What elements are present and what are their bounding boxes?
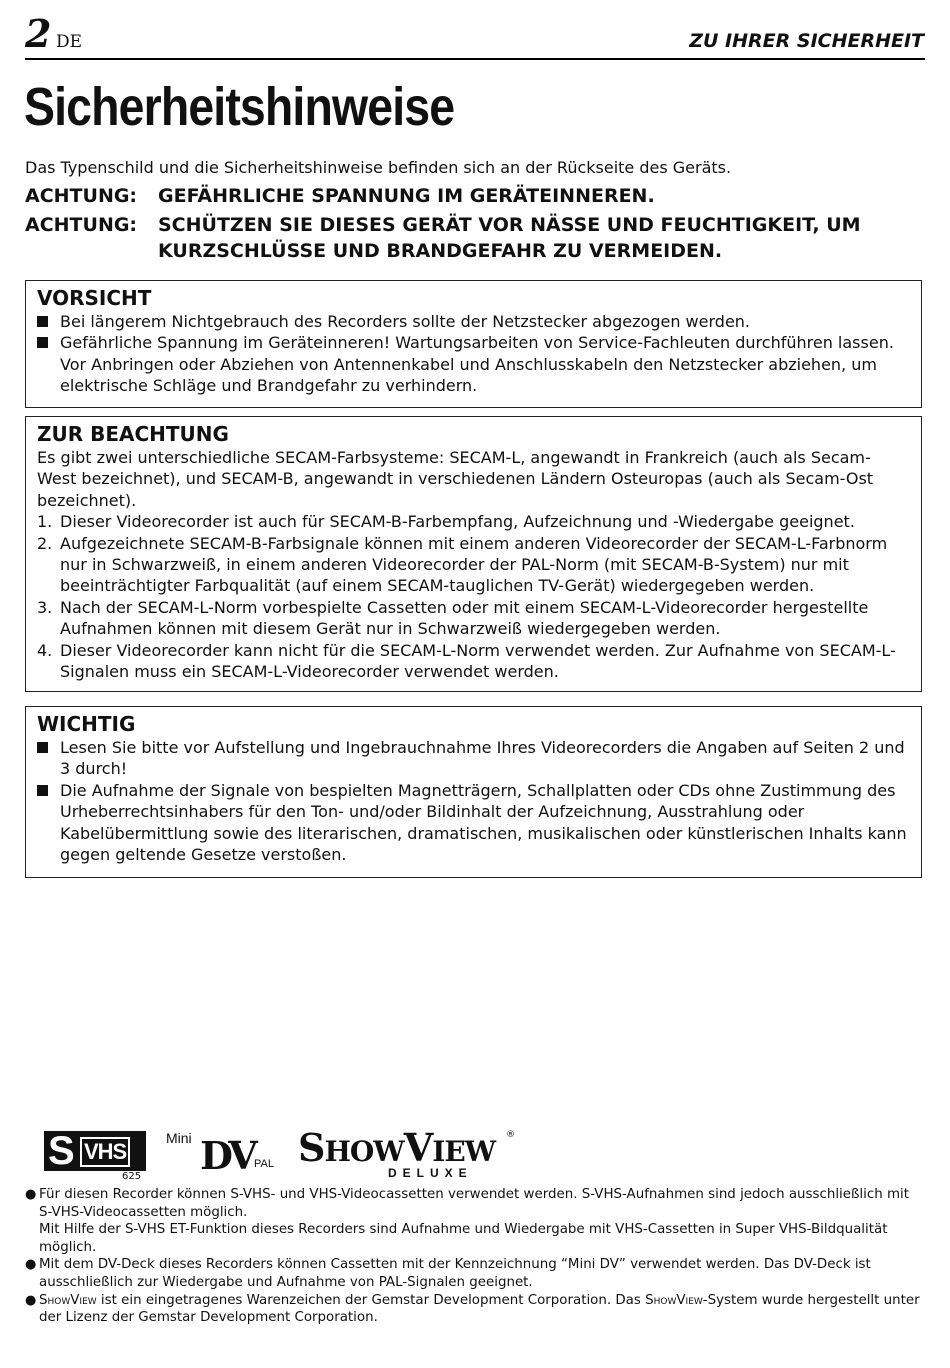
page-number: 2 xyxy=(25,11,52,56)
square-bullet-icon xyxy=(37,785,48,796)
warning-2 xyxy=(25,212,925,264)
vorsicht-heading: VORSICHT xyxy=(37,286,152,310)
footnotes xyxy=(25,1186,925,1327)
list-item: 4. Dieser Videorecorder kann nicht für die SECAM-L-Norm verwendet werden. Zur Aufnahme von SECAM-L-Signalen muss ein SECAM-L-Videorecorder verwendet werden. xyxy=(37,640,896,682)
showview-deluxe-label: DELUXE xyxy=(388,1166,473,1180)
round-bullet-icon: ● xyxy=(25,1292,37,1308)
square-bullet-icon xyxy=(37,337,48,348)
wichtig-heading: WICHTIG xyxy=(37,712,136,736)
beachtung-intro: Es gibt zwei unterschiedliche SECAM-Farbsysteme: SECAM-L, angewandt in Frankreich (auch als Secam-West bezeichnet), und SECAM-B, angewandt in verschiedenen Ländern Osteuropas (auch als Secam-Ost bezeichnet). xyxy=(37,448,874,510)
vorsicht-box xyxy=(25,280,922,408)
list-item: Bei längerem Nichtgebrauch des Recorders sollte der Netzstecker abgezogen werden. xyxy=(37,311,909,332)
intro-text: Das Typenschild und die Sicherheitshinweise befinden sich an der Rückseite des Geräts. xyxy=(25,158,732,177)
svhs-logo: S VHS xyxy=(44,1131,146,1171)
list-item: Gefährliche Spannung im Geräteinneren! Wartungsarbeiten von Service-Fachleuten durchführen lassen. Vor Anbringen oder Abziehen von Antennenkabel und Anschlusskabeln den Netzstecker abziehen, um elektrische Schläge und Brandgefahr zu verhindern. xyxy=(37,332,909,396)
list-item: 2. Aufgezeichnete SECAM-B-Farbsignale können mit einem anderen Videorecorder der SECAM-L-Farbnorm nur in Schwarzweiß, in einem anderen Videorecorder der PAL-Norm (mit SECAM-B-System) nur mit beeinträchtigter Farbqualität (auf einem SECAM-tauglichen TV-Gerät) wiedergegeben werden. xyxy=(37,533,888,596)
list-item: Lesen Sie bitte vor Aufstellung und Ingebrauchnahme Ihres Videorecorders die Angaben auf Seiten 2 und 3 durch! xyxy=(37,737,909,780)
language-code: DE xyxy=(56,32,83,52)
warning-text: SCHÜTZEN SIE DIESES GERÄT VOR NÄSSE UND FEUCHTIGKEIT, UM KURZSCHLÜSSE UND BRANDGEFAHR ZU VERMEIDEN. xyxy=(158,214,861,262)
list-item: 3. Nach der SECAM-L-Norm vorbespielte Cassetten oder mit einem SECAM-L-Videorecorder hergestellte Aufnahmen können mit diesem Gerät nur in Schwarzweiß wiedergegeben werden. xyxy=(37,597,869,639)
footnote-item: ● ShowView ist ein eingetragenes Warenzeichen der Gemstar Development Corporation. Das ShowView-System wurde hergestellt unter der Lizenz der Gemstar Development Corporation. xyxy=(25,1292,920,1326)
warning-text: GEFÄHRLICHE SPANNUNG IM GERÄTEINNEREN. xyxy=(158,185,655,207)
pal-label: PAL xyxy=(254,1158,274,1170)
warning-label: ACHTUNG: xyxy=(25,185,138,207)
beachtung-heading: ZUR BEACHTUNG xyxy=(37,422,229,446)
list-item: 1. Dieser Videorecorder ist auch für SECAM-B-Farbempfang, Aufzeichnung und -Wiedergabe geeignet. xyxy=(37,512,855,532)
round-bullet-icon: ● xyxy=(25,1257,37,1273)
mini-dv-mini-label: Mini xyxy=(166,1130,192,1146)
footnote-item: ● Für diesen Recorder können S-VHS- und VHS-Videocassetten verwendet werden. S-VHS-Aufnahmen sind jedoch ausschließlich mit S-VHS-Videocassetten möglich. Mit Hilfe der S-VHS ET-Funktion dieses Recorders sind Aufnahme und Wiedergabe mit VHS-Cassetten in Super VHS-Bildqualität möglich. xyxy=(25,1187,909,1255)
warning-label: ACHTUNG: xyxy=(25,214,138,236)
list-item: Die Aufnahme der Signale von bespielten Magnetträgern, Schallplatten oder CDs ohne Zustimmung des Urheberrechtsinhabers für den Ton- und/oder Bildinhalt der Aufzeichnung, Ausstrahlung oder Kabelübermittlung sowie des literarischen, dramatischen, musikalischen oder künstlerischen Inhalts kann gegen geltende Gesetze verstoßen. xyxy=(37,780,909,866)
round-bullet-icon: ● xyxy=(25,1187,37,1202)
wichtig-box xyxy=(25,706,922,878)
footnote-item: ● Mit dem DV-Deck dieses Recorders können Cassetten mit der Kennzeichnung “Mini DV” verwendet werden. Das DV-Deck ist ausschließlich zur Wiedergabe und Aufnahme von PAL-Signalen geeignet. xyxy=(25,1257,871,1290)
square-bullet-icon xyxy=(37,742,48,753)
registered-mark: ® xyxy=(506,1130,515,1140)
beachtung-box xyxy=(25,416,922,692)
square-bullet-icon xyxy=(37,316,48,327)
warning-1 xyxy=(25,183,925,209)
page-title: Sicherheitshinweise xyxy=(24,77,455,137)
section-title: ZU IHRER SICHERHEIT xyxy=(689,30,924,52)
mini-dv-logo: DV xyxy=(200,1133,254,1178)
header-rule xyxy=(25,58,925,60)
svhs-625-label: 625 xyxy=(122,1171,142,1182)
showview-logo: SHOWVIEW xyxy=(298,1125,496,1170)
logo-row xyxy=(44,1125,524,1183)
